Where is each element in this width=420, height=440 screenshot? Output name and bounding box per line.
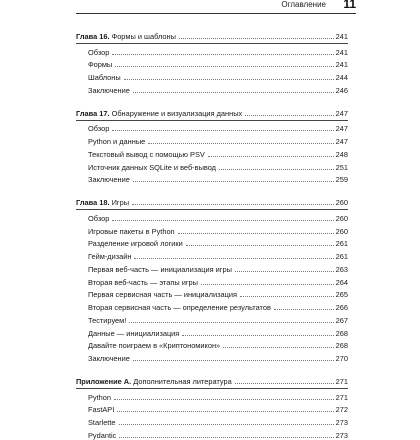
dot-leader: [134, 258, 333, 259]
dot-leader: [132, 204, 334, 205]
appendix-label: Приложение А.: [76, 376, 132, 386]
entry-title: Заключение: [88, 354, 130, 363]
toc-entry: [76, 69, 348, 82]
toc-appendix: [76, 373, 348, 440]
entry-page: 273: [335, 430, 348, 440]
entry-title: Заключение: [88, 175, 130, 185]
dot-leader: [178, 233, 334, 234]
chapter-label: Глава 17.: [76, 108, 110, 118]
toc-entry: [76, 312, 348, 325]
toc-chapter: [76, 194, 348, 363]
dot-leader: [240, 296, 334, 297]
toc-entry: [76, 338, 348, 351]
entry-title: Pydantic: [88, 430, 117, 440]
entry-title: Данные — инициализация: [88, 328, 180, 338]
dot-leader: [115, 66, 333, 67]
toc-entry: [76, 325, 348, 338]
appendix-page: 271: [335, 376, 348, 386]
chapter-heading: [76, 32, 176, 41]
entry-page: 273: [335, 418, 348, 427]
chapter-page: 247: [335, 108, 348, 118]
entry-page: 271: [335, 392, 348, 402]
toc-chapter: [76, 28, 348, 95]
entry-title: Python: [88, 392, 112, 402]
entry-page: 244: [335, 73, 348, 82]
chapter-title: Игры: [111, 198, 130, 207]
entry-page: 248: [335, 149, 348, 159]
toc-entry: [76, 427, 348, 440]
entry-page: 241: [335, 60, 348, 70]
entry-page: 270: [335, 354, 348, 363]
toc-entry: [76, 287, 348, 300]
dot-leader: [112, 130, 333, 131]
entry-title: Формы: [88, 60, 113, 70]
entry-page: 261: [335, 252, 348, 261]
toc-entry: [76, 236, 348, 249]
entry-page: 260: [335, 226, 348, 236]
dot-leader: [112, 220, 333, 221]
dot-leader: [148, 143, 333, 144]
chapter-heading-row: [76, 105, 348, 121]
page-number: 11: [343, 0, 356, 11]
section-title: Оглавление: [281, 0, 326, 9]
dot-leader: [208, 156, 334, 157]
chapter-label: Глава 16.: [76, 31, 110, 41]
entry-title: Первая сервисная часть — инициализация: [88, 290, 237, 300]
appendix-heading: [76, 377, 232, 386]
table-of-contents: [76, 28, 348, 440]
dot-leader: [112, 54, 333, 55]
dot-leader: [274, 309, 334, 310]
entry-page: 266: [335, 303, 348, 312]
entry-title: Starlette: [88, 418, 116, 427]
toc-entry: [76, 261, 348, 274]
toc-entry: [76, 133, 348, 146]
entry-page: 263: [335, 264, 348, 274]
entry-page: 247: [335, 137, 348, 146]
toc-entry: [76, 248, 348, 261]
chapter-heading-row: [76, 194, 348, 210]
entry-page: 246: [335, 85, 348, 95]
dot-leader: [179, 38, 334, 39]
dot-leader: [245, 115, 333, 116]
dot-leader: [117, 411, 333, 412]
entry-title: Шаблоны: [88, 73, 121, 82]
toc-entry: [76, 172, 348, 185]
entry-title: Заключение: [88, 85, 130, 95]
entry-page: 265: [335, 290, 348, 300]
chapter-page: 241: [335, 31, 348, 41]
toc-entry: [76, 223, 348, 236]
dot-leader: [119, 424, 334, 425]
running-header: [76, 0, 356, 14]
entry-title: Python и данные: [88, 137, 146, 146]
entry-title: Первая веб-часть — инициализация игры: [88, 264, 232, 274]
entry-title: Вторая сервисная часть — определение результатов: [88, 303, 271, 312]
appendix-title: Дополнительная литература: [133, 376, 232, 386]
dot-leader: [133, 92, 334, 93]
dot-leader: [129, 322, 333, 323]
dot-leader: [219, 169, 334, 170]
dot-leader: [124, 79, 334, 80]
dot-leader: [133, 360, 334, 361]
dot-leader: [114, 399, 334, 400]
chapter-title: Формы и шаблоны: [111, 31, 176, 41]
dot-leader: [235, 383, 334, 384]
toc-entry: [76, 121, 348, 134]
entry-title: FastAPI: [88, 405, 115, 415]
entry-title: Обзор: [88, 213, 110, 223]
entry-title: Давайте поиграем в «Криптономикон»: [88, 341, 221, 351]
entry-title: Тестируем!: [88, 315, 127, 325]
entry-page: 261: [335, 239, 348, 249]
dot-leader: [201, 284, 334, 285]
entry-page: 267: [335, 315, 348, 325]
entry-title: Гейм-дизайн: [88, 252, 132, 261]
chapter-title: Обнаружение и визуализация данных: [111, 108, 243, 118]
dot-leader: [133, 181, 334, 182]
toc-entry: [76, 82, 348, 95]
toc-entry: [76, 146, 348, 159]
chapter-heading-row: [76, 28, 348, 44]
entry-page: 264: [335, 277, 348, 287]
entry-title: Текстовый вывод с помощью PSV: [88, 149, 205, 159]
dot-leader: [119, 437, 333, 438]
toc-entry: [76, 389, 348, 402]
entry-title: Игровые пакеты в Python: [88, 226, 175, 236]
dot-leader: [182, 335, 333, 336]
entry-title: Источник данных SQLite и веб-вывод: [88, 162, 216, 172]
toc-entry: [76, 350, 348, 363]
toc-entry: [76, 159, 348, 172]
toc-entry: [76, 44, 348, 57]
toc-chapter: [76, 105, 348, 185]
entry-page: 268: [335, 328, 348, 338]
entry-page: 272: [335, 405, 348, 415]
toc-entry: [76, 414, 348, 427]
dot-leader: [186, 245, 334, 246]
appendix-heading-row: [76, 373, 348, 389]
entry-title: Обзор: [88, 124, 110, 134]
dot-leader: [235, 271, 334, 272]
dot-leader: [223, 347, 334, 348]
entry-page: 241: [335, 47, 348, 57]
toc-entry: [76, 299, 348, 312]
toc-entry: [76, 210, 348, 223]
entry-title: Разделение игровой логики: [88, 239, 183, 249]
toc-entry: [76, 402, 348, 415]
entry-title: Обзор: [88, 47, 110, 57]
chapter-label: Глава 18.: [76, 198, 110, 207]
entry-page: 268: [335, 341, 348, 351]
entry-page: 259: [335, 175, 348, 185]
chapter-heading: [76, 109, 242, 118]
chapter-heading: [76, 198, 129, 207]
entry-page: 251: [335, 162, 348, 172]
toc-entry: [76, 57, 348, 70]
toc-entry: [76, 274, 348, 287]
entry-title: Вторая веб-часть — этапы игры: [88, 277, 198, 287]
entry-page: 260: [335, 213, 348, 223]
entry-page: 247: [335, 124, 348, 134]
chapter-page: 260: [335, 198, 348, 207]
